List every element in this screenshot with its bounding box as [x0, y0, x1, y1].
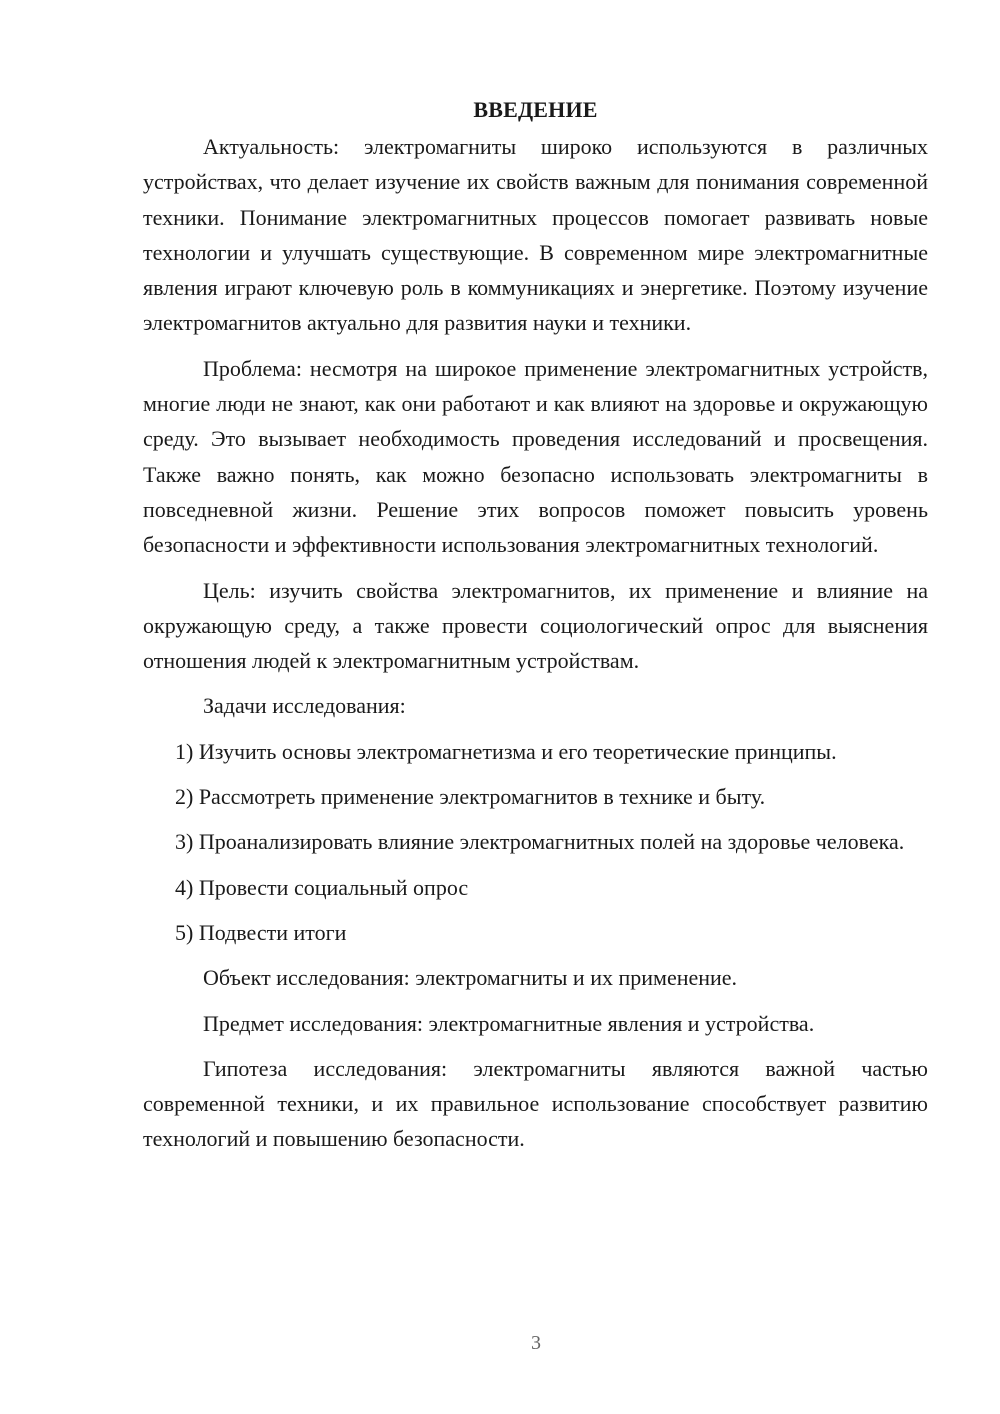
paragraph-problem: Проблема: несмотря на широкое применение электромагнитных устройств, многие люди не знают, как они работают и как влияют на здоровье и окружающую среду. Это вызывает необходимость проведения исследований и просвещения. Также важно понять, как можно безопасно использовать электромагниты в повседневной жизни. Решение этих вопросов поможет повысить уровень безопасности и эффективности использования электромагнитных технологий. — [143, 355, 928, 558]
task-item-1: 1) Изучить основы электромагнетизма и его теоретические принципы. — [175, 738, 837, 764]
paragraph-hypothesis: Гипотеза исследования: электромагниты являются важной частью современной техники, и их правильное использование способствует развитию технологий и повышению безопасности. — [143, 1055, 928, 1152]
page-title: ВВЕДЕНИЕ — [473, 97, 598, 122]
document-body — [143, 92, 928, 1157]
page-number: 3 — [531, 1332, 541, 1354]
paragraph-object: Объект исследования: электромагниты и их применение. — [203, 965, 738, 991]
task-item-4: 4) Провести социальный опрос — [175, 874, 469, 900]
paragraph-subject: Предмет исследования: электромагнитные явления и устройства. — [203, 1010, 815, 1036]
task-item-5: 5) Подвести итоги — [175, 919, 347, 945]
paragraph-goal: Цель: изучить свойства электромагнитов, их применение и влияние на окружающую среду, а также провести социологический опрос для выяснения отношения людей к электромагнитным устройствам. — [143, 577, 928, 674]
task-item-3: 3) Проанализировать влияние электромагнитных полей на здоровье человека. — [175, 829, 905, 855]
task-item-2: 2) Рассмотреть применение электромагнитов в технике и быту. — [175, 784, 766, 810]
paragraph-relevance: Актуальность: электромагниты широко используются в различных устройствах, что делает изучение их свойств важным для понимания современной техники. Понимание электромагнитных процессов помогает развивать новые технологии и улучшать существующие. В современном мире электромагнитные явления играют ключевую роль в коммуникациях и энергетике. Поэтому изучение электромагнитов актуально для развития науки и техники. — [143, 134, 928, 336]
tasks-heading: Задачи исследования: — [203, 693, 406, 719]
